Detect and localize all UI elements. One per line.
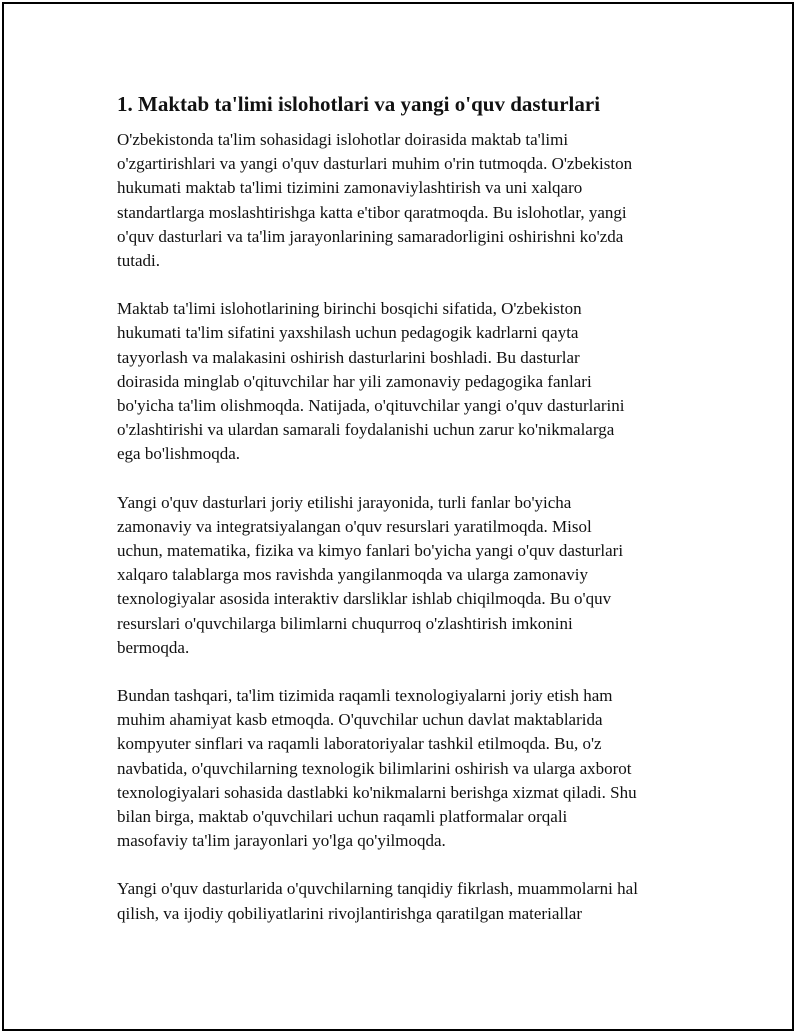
text-line: o'zgartirishlari va yangi o'quv dasturlari muhim o'rin tutmoqda. O'zbekiston bbox=[117, 154, 633, 174]
text-line: bo'yicha ta'lim olishmoqda. Natijada, o'qituvchilar yangi o'quv dasturlarini bbox=[117, 396, 625, 416]
text-line: doirasida minglab o'qituvchilar har yili zamonaviy pedagogika fanlari bbox=[117, 371, 592, 391]
text-line: zamonaviy va integratsiyalangan o'quv resurslari yaratilmoqda. Misol bbox=[117, 516, 592, 536]
text-line: o'quv dasturlari va ta'lim jarayonlarining samaradorligini oshirishni ko'zda bbox=[117, 226, 624, 246]
text-line: texnologiyalari sohasida dastlabki ko'nikmalarni berishga xizmat qiladi. Shu bbox=[117, 782, 637, 802]
text-line: bermoqda. bbox=[117, 637, 190, 657]
paragraph-1 bbox=[117, 128, 697, 273]
text-line: O'zbekistonda ta'lim sohasidagi islohotlar doirasida maktab ta'limi bbox=[117, 130, 569, 149]
paragraph-4 bbox=[117, 684, 697, 853]
text-line: xalqaro talablarga mos ravishda yangilanmoqda va ularga zamonaviy bbox=[117, 565, 588, 585]
text-line: Bundan tashqari, ta'lim tizimida raqamli texnologiyalarni joriy etish ham bbox=[117, 686, 613, 706]
text-line: hukumati maktab ta'limi tizimini zamonaviylashtirish va uni xalqaro bbox=[117, 178, 583, 198]
text-line: navbatida, o'quvchilarning texnologik bilimlarini oshirish va ularga axborot bbox=[117, 758, 632, 778]
paragraph-3 bbox=[117, 491, 697, 660]
text-line: kompyuter sinflari va raqamli laboratoriyalar tashkil etilmoqda. Bu, o'z bbox=[117, 734, 602, 754]
text-line: standartlarga moslashtirishga katta e'tibor qaratmoqda. Bu islohotlar, yangi bbox=[117, 202, 627, 222]
text-line: bilan birga, maktab o'quvchilari uchun raqamli platformalar orqali bbox=[117, 807, 568, 827]
text-line: hukumati ta'lim sifatini yaxshilash uchun pedagogik kadrlarni qayta bbox=[117, 323, 579, 343]
text-line: o'zlashtirishi va ulardan samarali foydalanishi uchun zarur ko'nikmalarga bbox=[117, 420, 615, 440]
text-line: muhim ahamiyat kasb etmoqda. O'quvchilar uchun davlat maktablarida bbox=[117, 710, 603, 730]
text-line: Maktab ta'limi islohotlarining birinchi bosqichi sifatida, O'zbekiston bbox=[117, 299, 582, 319]
document-body bbox=[117, 90, 697, 950]
section-title: 1. Maktab ta'limi islohotlari va yangi o'quv dasturlari bbox=[117, 92, 601, 116]
text-line: Yangi o'quv dasturlarida o'quvchilarning tanqidiy fikrlash, muammolarni hal bbox=[117, 879, 638, 899]
text-line: uchun, matematika, fizika va kimyo fanlari bo'yicha yangi o'quv dasturlari bbox=[117, 541, 624, 561]
text-line: tayyorlash va malakasini oshirish dasturlarini boshladi. Bu dasturlar bbox=[117, 347, 580, 367]
text-line: tutadi. bbox=[117, 251, 160, 271]
text-line: texnologiyalar asosida interaktiv darsliklar ishlab chiqilmoqda. Bu o'quv bbox=[117, 589, 612, 609]
text-line: qilish, va ijodiy qobiliyatlarini rivojlantirishga qaratilgan materiallar bbox=[117, 903, 583, 923]
paragraph-2 bbox=[117, 297, 697, 466]
text-line: resurslari o'quvchilarga bilimlarni chuqurroq o'zlashtirish imkonini bbox=[117, 613, 573, 633]
text-line: ega bo'lishmoqda. bbox=[117, 444, 240, 464]
paragraph-5 bbox=[117, 877, 697, 925]
text-line: Yangi o'quv dasturlari joriy etilishi jarayonida, turli fanlar bo'yicha bbox=[117, 492, 572, 512]
text-line: masofaviy ta'lim jarayonlari yo'lga qo'yilmoqda. bbox=[117, 831, 446, 851]
